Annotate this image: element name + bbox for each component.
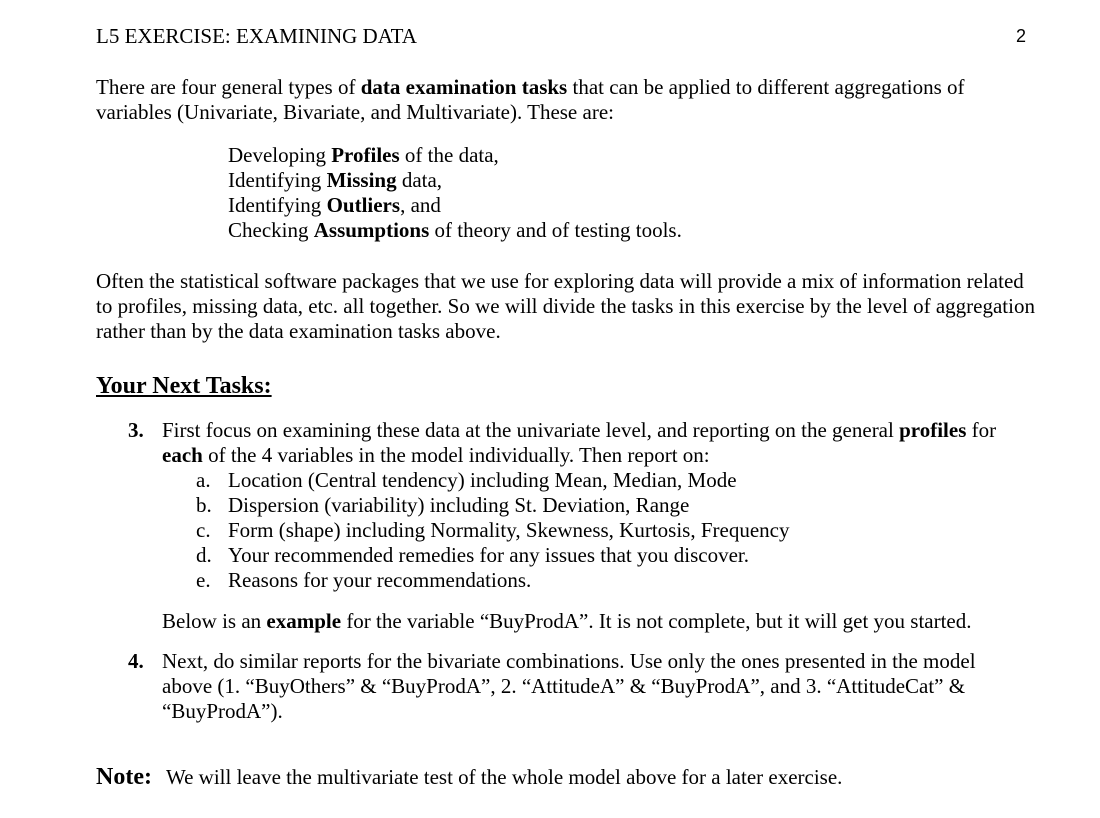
item3-text-3: of the 4 variables in the model individually. Then report on: xyxy=(202,443,710,467)
sub-text: Form (shape) including Normality, Skewness, Kurtosis, Frequency xyxy=(228,518,790,542)
task-bold: Assumptions xyxy=(313,218,430,242)
task-pre: Developing xyxy=(228,143,332,167)
example-pre: Below is an xyxy=(162,609,267,633)
item-number: 4. xyxy=(128,649,144,673)
intro-text-2: that can be applied to different aggregations of variables (Univariate, Bivariate, and Multivariate). These are: xyxy=(96,75,965,124)
sub-text: Reasons for your recommendations. xyxy=(228,568,532,592)
task-item-4 xyxy=(128,649,1028,724)
intro-paragraph xyxy=(96,75,1036,125)
sub-letter: d. xyxy=(196,543,212,567)
task-bold: Profiles xyxy=(331,143,400,167)
section-heading: Your Next Tasks: xyxy=(96,373,272,399)
sub-text: Your recommended remedies for any issues that you discover. xyxy=(228,543,750,567)
item3-text-2: for xyxy=(966,418,997,442)
sub-letter: a. xyxy=(196,468,211,492)
task-bold: Outliers xyxy=(326,193,401,217)
task-pre: Identifying xyxy=(228,193,327,217)
examination-task-list xyxy=(228,143,682,243)
sub-letter: e. xyxy=(196,568,211,592)
item3-text-1: First focus on examining these data at the univariate level, and reporting on the general xyxy=(162,418,900,442)
task-post: of theory and of testing tools. xyxy=(429,218,682,242)
task-post: of the data, xyxy=(399,143,499,167)
list-item xyxy=(228,168,682,193)
note-label: Note: xyxy=(96,764,152,790)
task-pre: Identifying xyxy=(228,168,327,192)
example-bold: example xyxy=(266,609,342,633)
aggregation-paragraph: Often the statistical software packages that we use for exploring data will provide a mix of information related to profiles, missing data, etc. all together. So we will divide the tasks in this exercise by the level of aggregation rather than by the data examination tasks above. xyxy=(96,269,1035,343)
task-bold: Missing xyxy=(326,168,397,192)
list-item xyxy=(228,143,682,168)
header-title: L5 EXERCISE: EXAMINING DATA xyxy=(96,24,417,48)
item3-bold-each: each xyxy=(162,443,203,467)
task-item-3 xyxy=(128,418,1028,468)
sub-text: Dispersion (variability) including St. Deviation, Range xyxy=(228,493,690,517)
list-item xyxy=(228,218,682,243)
sub-text: Location (Central tendency) including Mean, Median, Mode xyxy=(228,468,737,492)
task-post: , and xyxy=(400,193,441,217)
example-line xyxy=(162,609,972,634)
report-sub-list xyxy=(196,468,789,593)
intro-text-1: There are four general types of xyxy=(96,75,361,99)
intro-bold-term: data examination tasks xyxy=(360,75,568,99)
note xyxy=(96,765,842,790)
example-post: for the variable “BuyProdA”. It is not complete, but it will get you started. xyxy=(341,609,972,633)
list-item xyxy=(196,493,789,518)
item-text xyxy=(162,418,1028,468)
task-pre: Checking xyxy=(228,218,314,242)
sub-letter: b. xyxy=(196,493,212,517)
list-item xyxy=(196,543,789,568)
item3-bold-profiles: profiles xyxy=(899,418,967,442)
list-item xyxy=(228,193,682,218)
task-post: data, xyxy=(396,168,443,192)
item-text: Next, do similar reports for the bivariate combinations. Use only the ones presented in the model above (1. “BuyOthers” & “BuyProdA”, 2. “AttitudeA” & “BuyProdA”, and 3. “AttitudeCat” & “BuyProdA”). xyxy=(162,649,976,723)
list-item xyxy=(196,468,789,493)
list-item xyxy=(196,518,789,543)
list-item xyxy=(196,568,789,593)
page-number: 2 xyxy=(1016,26,1027,46)
sub-letter: c. xyxy=(196,518,211,542)
item-number: 3. xyxy=(128,418,144,442)
note-text: We will leave the multivariate test of the whole model above for a later exercise. xyxy=(165,765,843,789)
